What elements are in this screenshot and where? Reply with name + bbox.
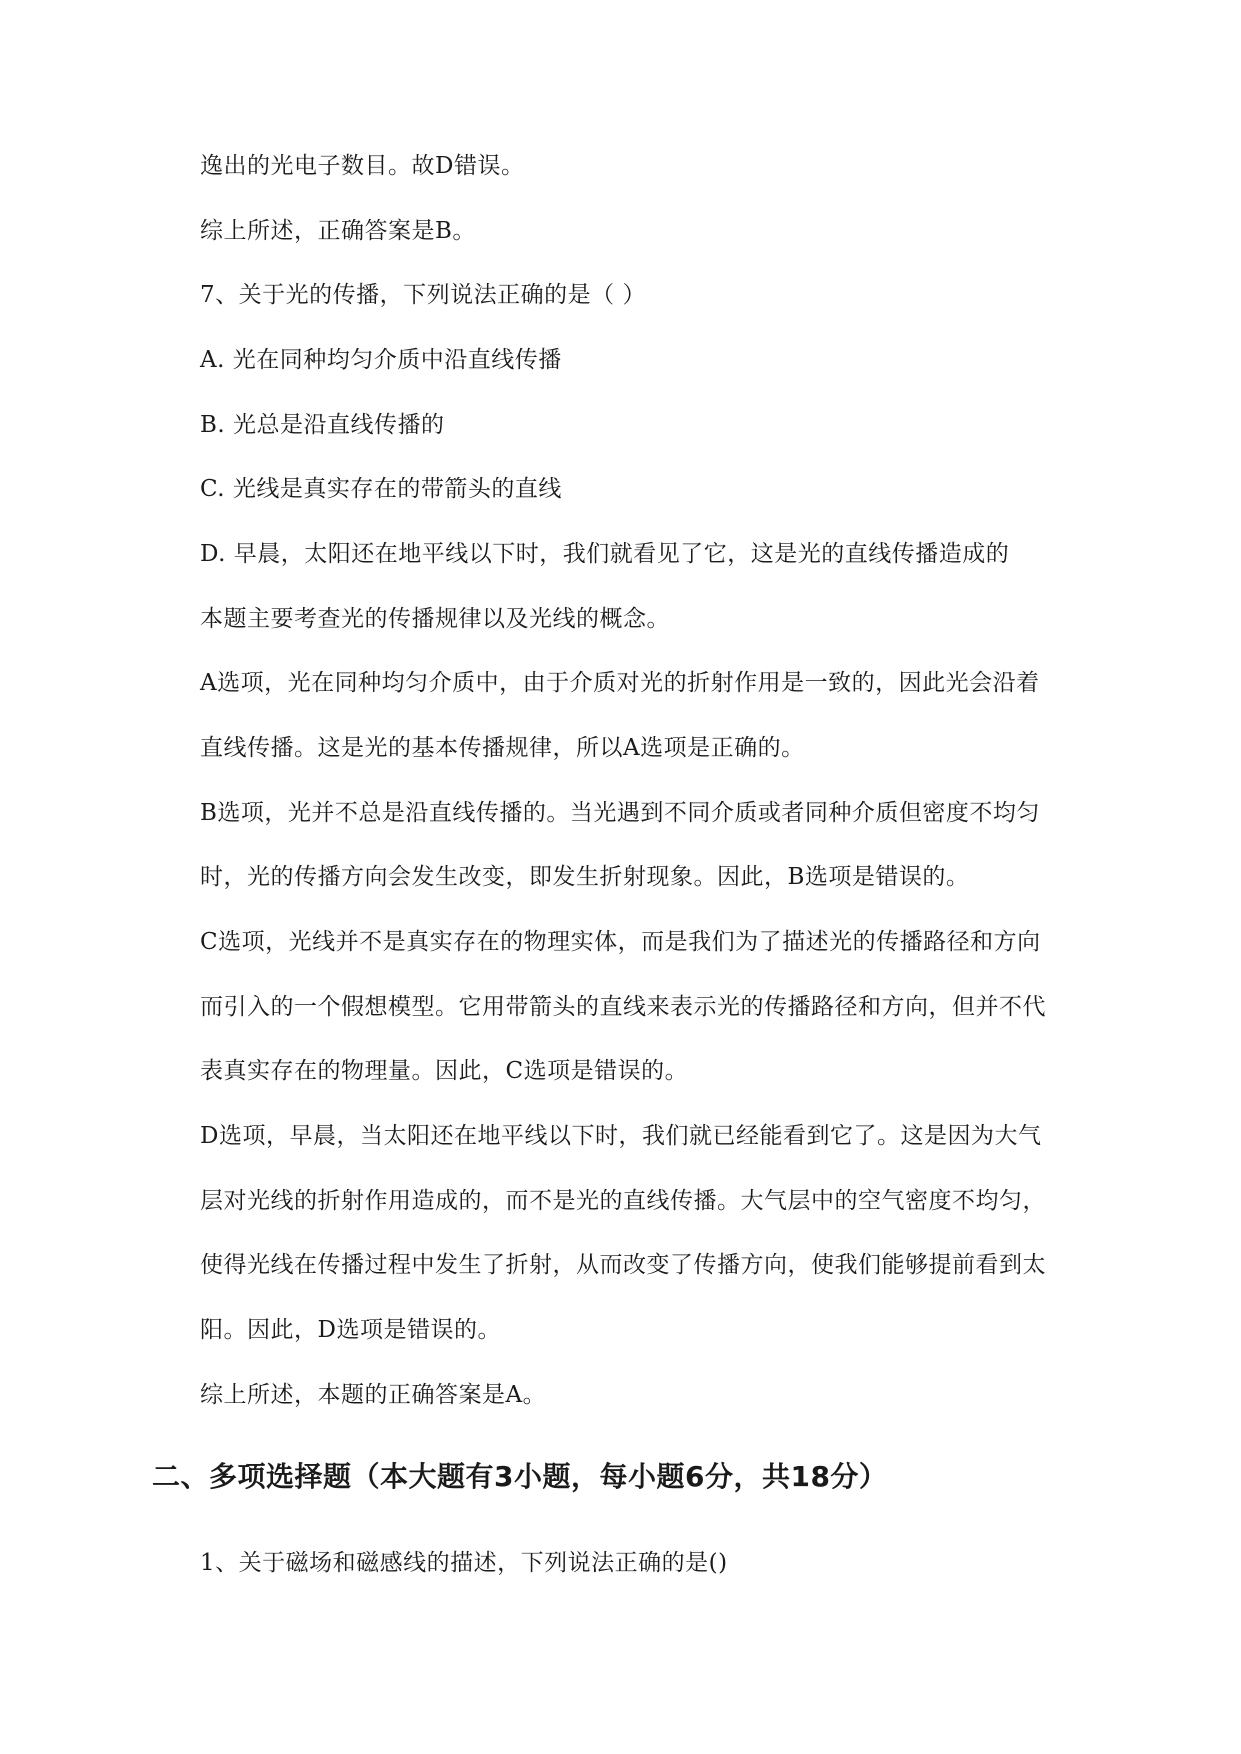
explanation-line: A选项，光在同种均匀介质中，由于介质对光的折射作用是一致的，因此光会沿着 (200, 670, 1040, 696)
explanation-line: 本题主要考查光的传播规律以及光线的概念。 (200, 606, 670, 632)
option-d: D. 早晨，太阳还在地平线以下时，我们就看见了它，这是光的直线传播造成的 (200, 541, 1010, 567)
explanation-line: 时，光的传播方向会发生改变，即发生折射现象。因此，B选项是错误的。 (200, 864, 970, 890)
explanation-line: 使得光线在传播过程中发生了折射，从而改变了传播方向，使我们能够提前看到太 (200, 1252, 1046, 1278)
explanation-line: C选项，光线并不是真实存在的物理实体，而是我们为了描述光的传播路径和方向 (200, 929, 1041, 955)
explanation-line: 表真实存在的物理量。因此，C选项是错误的。 (200, 1058, 689, 1084)
explanation-line: 层对光线的折射作用造成的，而不是光的直线传播。大气层中的空气密度不均匀， (200, 1188, 1046, 1214)
explanation-line: 而引入的一个假想模型。它用带箭头的直线来表示光的传播路径和方向，但并不代 (200, 994, 1046, 1020)
explanation-line: D选项，早晨，当太阳还在地平线以下时，我们就已经能看到它了。这是因为大气 (200, 1123, 1042, 1149)
option-a: A. 光在同种均匀介质中沿直线传播 (200, 347, 562, 373)
explanation-line: 直线传播。这是光的基本传播规律，所以A选项是正确的。 (200, 735, 805, 761)
question-7-stem: 7、关于光的传播，下列说法正确的是（ ） (200, 282, 646, 308)
section-heading: 二、多项选择题（本大题有3小题，每小题6分，共18分） (152, 1460, 888, 1493)
explanation-line: B选项，光并不总是沿直线传播的。当光遇到不同介质或者同种介质但密度不均匀 (200, 800, 1040, 826)
conclusion-line: 综上所述，本题的正确答案是A。 (200, 1382, 547, 1408)
next-question-stem: 1、关于磁场和磁感线的描述，下列说法正确的是() (200, 1550, 728, 1576)
text-line: 逸出的光电子数目。故D错误。 (200, 153, 525, 179)
option-c: C. 光线是真实存在的带箭头的直线 (200, 476, 562, 502)
option-b: B. 光总是沿直线传播的 (200, 412, 445, 438)
explanation-line: 阳。因此，D选项是错误的。 (200, 1317, 501, 1343)
text-line: 综上所述，正确答案是B。 (200, 218, 476, 244)
